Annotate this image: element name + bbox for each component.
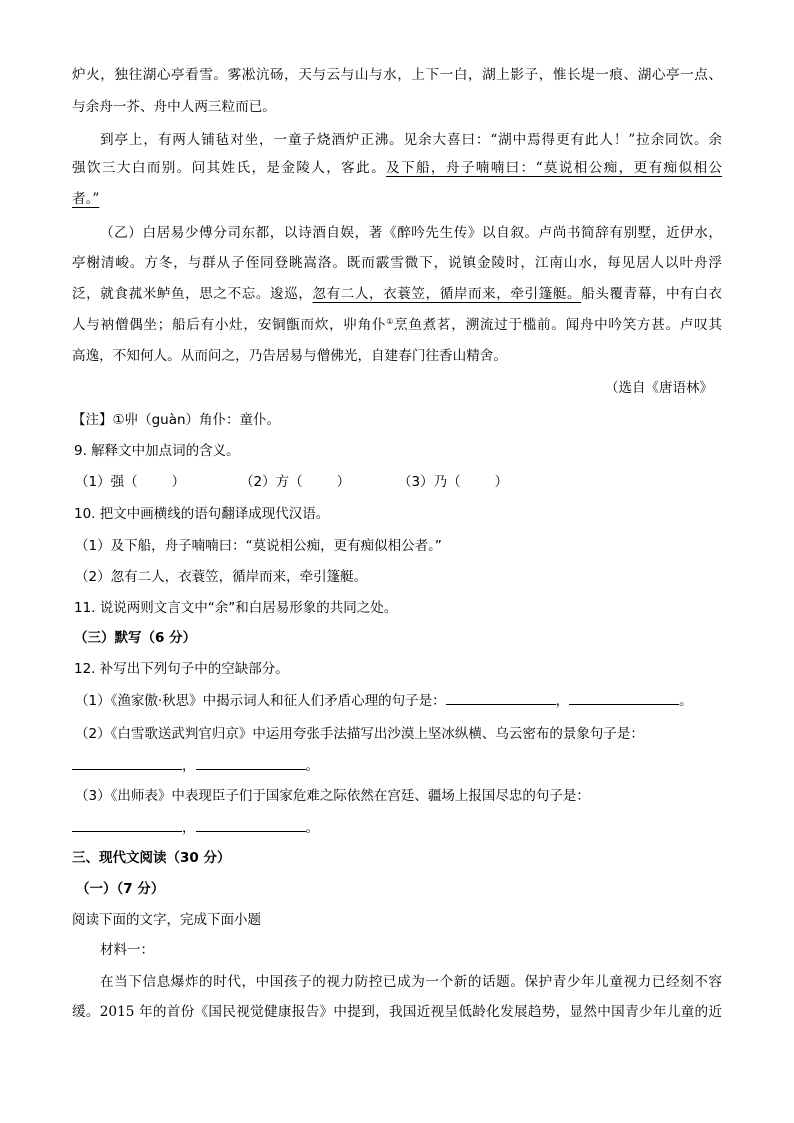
passage-line bbox=[72, 282, 722, 306]
passage-line: （乙）白居易少傅分司东都，以诗酒自娱，著《醉吟先生传》以自叙。卢尚书简辞有别墅，近伊水， bbox=[100, 225, 722, 241]
answer-blank bbox=[569, 704, 679, 705]
question-12-item bbox=[75, 784, 590, 808]
question-12-item bbox=[75, 689, 693, 713]
passage-text: 船头覆青幕，中有白衣 bbox=[581, 286, 723, 302]
terminator: 。 bbox=[305, 820, 319, 836]
subsection-heading: （一）（7 分） bbox=[76, 881, 165, 897]
passage-line bbox=[72, 313, 722, 337]
passage-source: （选自《唐语林》 bbox=[605, 380, 713, 396]
item-suffix: ） bbox=[494, 474, 509, 490]
answer-blank bbox=[196, 831, 306, 832]
section-heading: （三）默写（6 分） bbox=[74, 630, 197, 646]
passage-text: 泛，就食菰米鲈鱼，思之不忘。逡巡， bbox=[72, 286, 313, 302]
item-prompt: （2）《白雪歌送武判官归京》中运用夸张手法描写出沙漠上坚冰纵横、乌云密布的景象句子是： bbox=[75, 726, 644, 742]
question-9-title: 9. 解释文中加点词的含义。 bbox=[74, 443, 240, 459]
underlined-sentence: 及下船，舟子喃喃曰：“莫说相公痴，更有痴似相公 bbox=[386, 160, 722, 176]
material-label: 材料一： bbox=[100, 942, 154, 958]
question-9-item bbox=[75, 470, 185, 494]
answer-blank bbox=[72, 831, 182, 832]
question-12-item bbox=[75, 722, 644, 746]
item-prompt: （3）《出师表》中表现臣子们于国家危难之际依然在宫廷、疆场上报国尽忠的句子是： bbox=[75, 788, 590, 804]
item-suffix: ） bbox=[171, 474, 186, 490]
passage-text: 烹鱼煮茗，溯流过于槛前。闻舟中吟笑方甚。卢叹其 bbox=[394, 317, 723, 333]
item-prompt: （1）《渔家傲·秋思》中揭示词人和征人们矛盾心理的句子是： bbox=[75, 693, 446, 709]
item-prefix: （2）方（ bbox=[240, 474, 303, 490]
part-heading: 三、现代文阅读（30 分） bbox=[72, 850, 231, 866]
passage-text: 强饮三大白而别。问其姓氏，是金陵人，客此。 bbox=[72, 160, 387, 176]
material-line: 缓。2015 年的首份《国民视觉健康报告》中提到，我国近视呈低龄化发展趋势，显然中国青少年儿童的近 bbox=[72, 1004, 722, 1020]
passage-line: 高逸，不知何人。从而问之，乃告居易与僧佛光，自建春门往香山精舍。 bbox=[72, 348, 507, 364]
separator: ， bbox=[182, 758, 196, 774]
question-10-title: 10. 把文中画横线的语句翻译成现代汉语。 bbox=[74, 506, 330, 522]
underlined-sentence: 者。” bbox=[72, 191, 100, 207]
question-9-items bbox=[0, 470, 794, 494]
passage-line: 亭榭清峻。方冬，与群从子侄同登眺嵩洛。既而霰雪微下，说镇金陵时，江南山水，每见居人以叶舟浮 bbox=[72, 255, 722, 271]
item-prefix: （1）强（ bbox=[75, 474, 138, 490]
separator: ， bbox=[555, 693, 570, 709]
question-12-title: 12. 补写出下列句子中的空缺部分。 bbox=[74, 661, 289, 677]
separator: ， bbox=[182, 820, 196, 836]
footnote: 【注】①丱（guàn）角仆：童仆。 bbox=[72, 412, 281, 428]
question-12-answer-line bbox=[72, 754, 319, 778]
passage-line bbox=[72, 156, 722, 180]
passage-text: 人与衲僧偶坐；船后有小灶，安铜甑而炊，丱角仆 bbox=[72, 317, 387, 333]
question-9-item bbox=[398, 470, 508, 494]
question-9-item bbox=[240, 470, 350, 494]
item-prefix: （3）乃（ bbox=[398, 474, 461, 490]
question-11-title: 11. 说说两则文言文中“余”和白居易形象的共同之处。 bbox=[74, 600, 398, 616]
question-12-answer-line bbox=[72, 816, 319, 840]
underlined-sentence: 忽有二人，衣蓑笠，循岸而来，牵引篷艇。 bbox=[312, 286, 582, 302]
terminator: 。 bbox=[679, 693, 693, 709]
answer-blank bbox=[196, 769, 306, 770]
passage-line: 炉火，独往湖心亭看雪。雾凇沆砀，天与云与山与水，上下一白，湖上影子，惟长堤一痕、湖心亭一点、 bbox=[72, 67, 722, 83]
passage-line: 到亭上，有两人铺毡对坐，一童子烧酒炉正沸。见余大喜曰：“湖中焉得更有此人！”拉余同饮。余 bbox=[100, 132, 722, 148]
footnote-marker: ① bbox=[386, 317, 395, 326]
question-10-item: （1）及下船，舟子喃喃曰：“莫说相公痴，更有痴似相公者。” bbox=[75, 538, 442, 554]
passage-line bbox=[72, 187, 722, 211]
material-line: 在当下信息爆炸的时代，中国孩子的视力防控已成为一个新的话题。保护青少年儿童视力已经刻不容 bbox=[100, 974, 722, 990]
answer-blank bbox=[72, 769, 182, 770]
terminator: 。 bbox=[305, 758, 319, 774]
item-suffix: ） bbox=[336, 474, 351, 490]
question-10-item: （2）忽有二人，衣蓑笠，循岸而来，牵引篷艇。 bbox=[75, 569, 368, 585]
passage-line: 与余舟一芥、舟中人两三粒而已。 bbox=[72, 99, 276, 115]
reading-instruction: 阅读下面的文字，完成下面小题 bbox=[72, 912, 261, 928]
answer-blank bbox=[446, 704, 556, 705]
